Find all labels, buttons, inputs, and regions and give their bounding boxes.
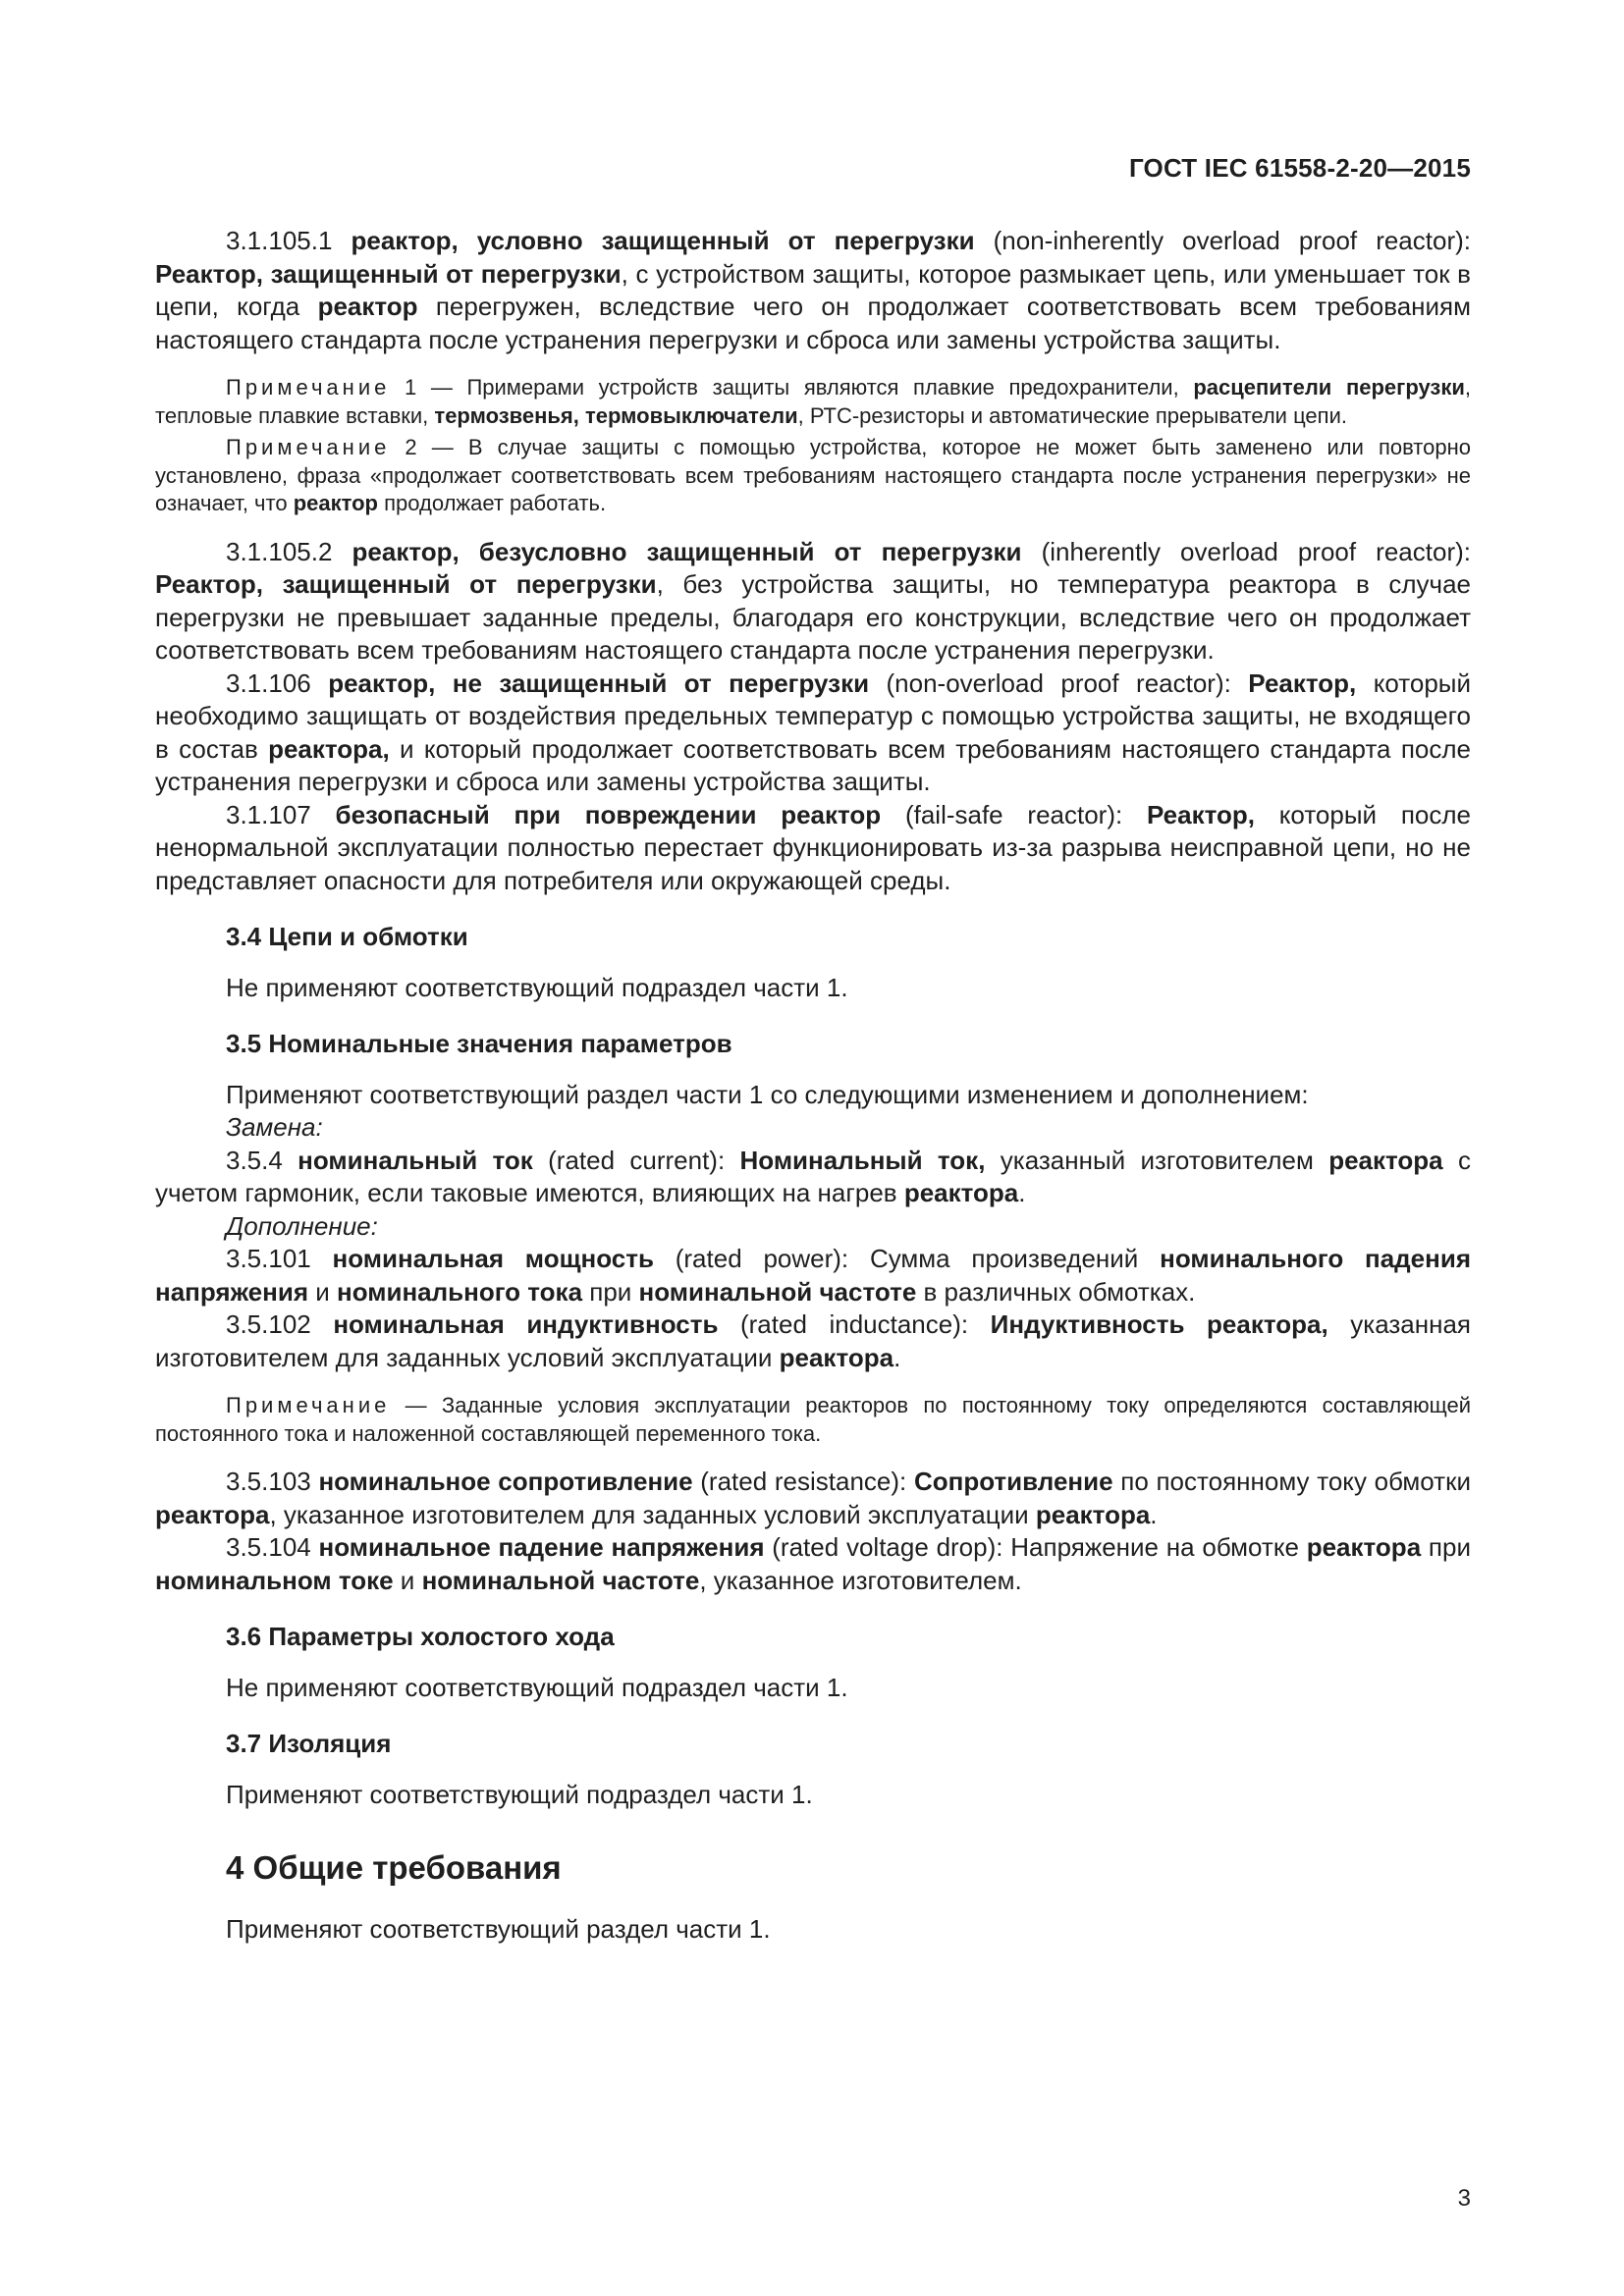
term-ref: номинальной частоте	[638, 1276, 917, 1307]
term-ref: Номинальный ток,	[739, 1145, 986, 1175]
section-3-6-text: Не применяют соответствующий подраздел части 1.	[226, 1672, 848, 1702]
text: , указанное изготовителем.	[699, 1565, 1022, 1595]
term-ref: реактора	[1306, 1532, 1422, 1562]
section-3-4-title: 3.4 Цепи и обмотки	[226, 922, 468, 951]
text: , с устройством защиты, которое размыкает цепь, или уменьшает ток в цепи, когда	[155, 258, 1471, 321]
section-3-7-title: 3.7 Изоляция	[226, 1729, 392, 1758]
text: (inherently overload proof reactor):	[1021, 536, 1471, 566]
term: реактор, безусловно защищенный от перегрузки	[352, 536, 1022, 566]
clause-number: 3.1.106	[226, 667, 311, 698]
term-ref: Реактор, защищенный от перегрузки	[155, 569, 657, 599]
term-ref: Реактор, защищенный от перегрузки	[155, 258, 622, 289]
section-3-4-text: Не применяют соответствующий подраздел части 1.	[226, 972, 848, 1002]
term: номинальная индуктивность	[333, 1309, 719, 1339]
term-ref: Реактор,	[1146, 799, 1255, 829]
addition-label: Дополнение:	[226, 1210, 378, 1241]
text: .	[893, 1342, 901, 1372]
section-3-5-title: 3.5 Номинальные значения параметров	[226, 1029, 732, 1058]
term-ref: Индуктивность реактора,	[990, 1309, 1328, 1339]
page-number: 3	[1457, 2185, 1471, 2212]
section-3-7-text: Применяют соответствующий подраздел части 1.	[226, 1779, 813, 1809]
note-2	[155, 434, 1471, 518]
text: , РТС-резисторы и автоматические прерыватели цепи.	[797, 402, 1347, 428]
note-1	[155, 374, 1471, 430]
definition-3-5-104	[155, 1531, 1471, 1597]
term: номинальное падение напряжения	[318, 1532, 765, 1562]
term-ref: реактора	[903, 1178, 1019, 1207]
term-ref: реактора	[155, 1499, 270, 1529]
term-ref: номинальном токе	[155, 1565, 394, 1595]
text: (rated resistance):	[692, 1467, 914, 1496]
definition-3-5-101	[155, 1243, 1471, 1308]
text: указанный изготовителем	[985, 1145, 1329, 1175]
text: который необходимо защищать от воздействия предельных температур с помощью устройства защиты, не входящего в состав	[155, 667, 1472, 764]
term-ref: реактора	[1035, 1499, 1151, 1529]
text: при	[1421, 1532, 1471, 1562]
text: 2 — В случае защиты с помощью устройства, которое не может быть заменено или повторно установлено, фраза «продолжает соответствовать всем требованиям настоящего стандарта после устранения перегрузки» не означает, что	[155, 435, 1471, 515]
term-ref: Сопротивление	[913, 1467, 1113, 1496]
clause-number: 3.5.101	[226, 1244, 311, 1273]
clause-number: 3.1.105.1	[226, 226, 333, 255]
text: (fail-safe reactor):	[881, 799, 1147, 829]
term-ref: номинальной частоте	[421, 1565, 700, 1595]
definition-3-5-103	[155, 1466, 1471, 1531]
text: (non-inherently overload proof reactor):	[974, 226, 1471, 255]
definition-3-1-106	[155, 667, 1471, 799]
note-label: Примечание	[226, 435, 391, 459]
text: по постоянному току обмотки	[1112, 1467, 1471, 1496]
text: который после ненормальной эксплуатации полностью перестает функционировать из-за разрыва неисправной цепи, но не представляет опасности для потребителя или окружающей среды.	[155, 799, 1471, 895]
term-ref: Реактор,	[1248, 667, 1357, 698]
term: реактор, не защищенный от перегрузки	[328, 667, 870, 698]
clause-number: 3.5.102	[226, 1309, 311, 1339]
clause-number: 3.1.107	[226, 799, 311, 829]
note-label: Примечание	[226, 1393, 391, 1417]
clause-number: 3.5.4	[226, 1145, 283, 1175]
text: (rated voltage drop): Напряжение на обмотке	[764, 1532, 1307, 1562]
note-3	[155, 1392, 1471, 1448]
text: перегружен, вследствие чего он продолжает соответствовать всем требованиям настоящего стандарта после устранения перегрузки и сброса или замены устройства защиты.	[155, 292, 1472, 354]
term-ref: реактор	[293, 491, 378, 515]
definition-3-5-4	[155, 1145, 1471, 1210]
text: (rated inductance):	[718, 1309, 991, 1339]
term-ref: реактора	[1328, 1145, 1443, 1175]
document-header: ГОСТ IEC 61558-2-20—2015	[1128, 153, 1471, 183]
text: 1 — Примерами устройств защиты являются плавкие предохранители,	[390, 375, 1194, 400]
replacement-label: Замена:	[226, 1112, 323, 1142]
term-ref: термозвенья, термовыключатели	[434, 402, 798, 428]
term: реактор, условно защищенный от перегрузки	[351, 226, 975, 255]
text: , без устройства защиты, но температура реактора в случае перегрузки не превышает заданные пределы, благодаря его конструкции, вследствие чего он продолжает соответствовать всем требованиям настоящего стандарта после устранения перегрузки.	[155, 569, 1471, 665]
text: с учетом гармоник, если таковые имеются, влияющих на нагрев	[155, 1145, 1471, 1207]
definition-3-1-105-1	[155, 225, 1471, 356]
text: и который продолжает соответствовать всем требованиям настоящего стандарта после устранения перегрузки и сброса или замены устройства защиты.	[155, 733, 1471, 796]
clause-number: 3.5.103	[226, 1467, 311, 1496]
text: и	[393, 1565, 422, 1595]
text: в различных обмотках.	[916, 1276, 1196, 1307]
term: безопасный при повреждении реактор	[335, 799, 882, 829]
term: номинальный ток	[298, 1145, 533, 1175]
clause-number: 3.5.104	[226, 1532, 311, 1562]
note-label: Примечание	[226, 375, 391, 400]
text: (non-overload proof reactor):	[869, 667, 1249, 698]
text: указанная изготовителем для заданных условий эксплуатации	[155, 1309, 1471, 1372]
text: — Заданные условия эксплуатации реакторов по постоянному току определяются составляющей постоянного тока и наложенной составляющей переменного тока.	[155, 1393, 1471, 1446]
term: номинальная мощность	[332, 1244, 654, 1273]
term-ref: реактор	[317, 292, 418, 321]
text: при	[582, 1276, 639, 1307]
page-content	[155, 225, 1471, 1947]
definition-3-1-105-2	[155, 536, 1471, 667]
section-4-text: Применяют соответствующий раздел части 1.	[226, 1914, 771, 1944]
text: продолжает работать.	[377, 491, 607, 515]
term-ref: реактора	[779, 1342, 894, 1372]
section-3-6-title: 3.6 Параметры холостого хода	[226, 1622, 615, 1651]
text: , тепловые плавкие вставки,	[155, 375, 1472, 428]
definition-3-1-107	[155, 799, 1471, 898]
section-3-5-text: Применяют соответствующий раздел части 1 со следующими изменением и дополнением:	[226, 1079, 1309, 1109]
text: .	[1018, 1178, 1026, 1207]
text: , указанное изготовителем для заданных условий эксплуатации	[269, 1499, 1036, 1529]
term-ref: номинального падения напряжения	[155, 1244, 1471, 1307]
clause-number: 3.1.105.2	[226, 536, 333, 566]
text: (rated power): Сумма произведений	[653, 1244, 1161, 1273]
text: и	[308, 1276, 337, 1307]
term-ref: номинального тока	[336, 1276, 583, 1307]
definition-3-5-102	[155, 1308, 1471, 1374]
term-ref: расцепители перегрузки	[1193, 375, 1465, 400]
text: .	[1150, 1499, 1158, 1529]
section-4-title: 4 Общие требования	[226, 1849, 562, 1886]
term: номинальное сопротивление	[318, 1467, 693, 1496]
text: (rated current):	[532, 1145, 740, 1175]
term-ref: реактора,	[268, 733, 390, 764]
